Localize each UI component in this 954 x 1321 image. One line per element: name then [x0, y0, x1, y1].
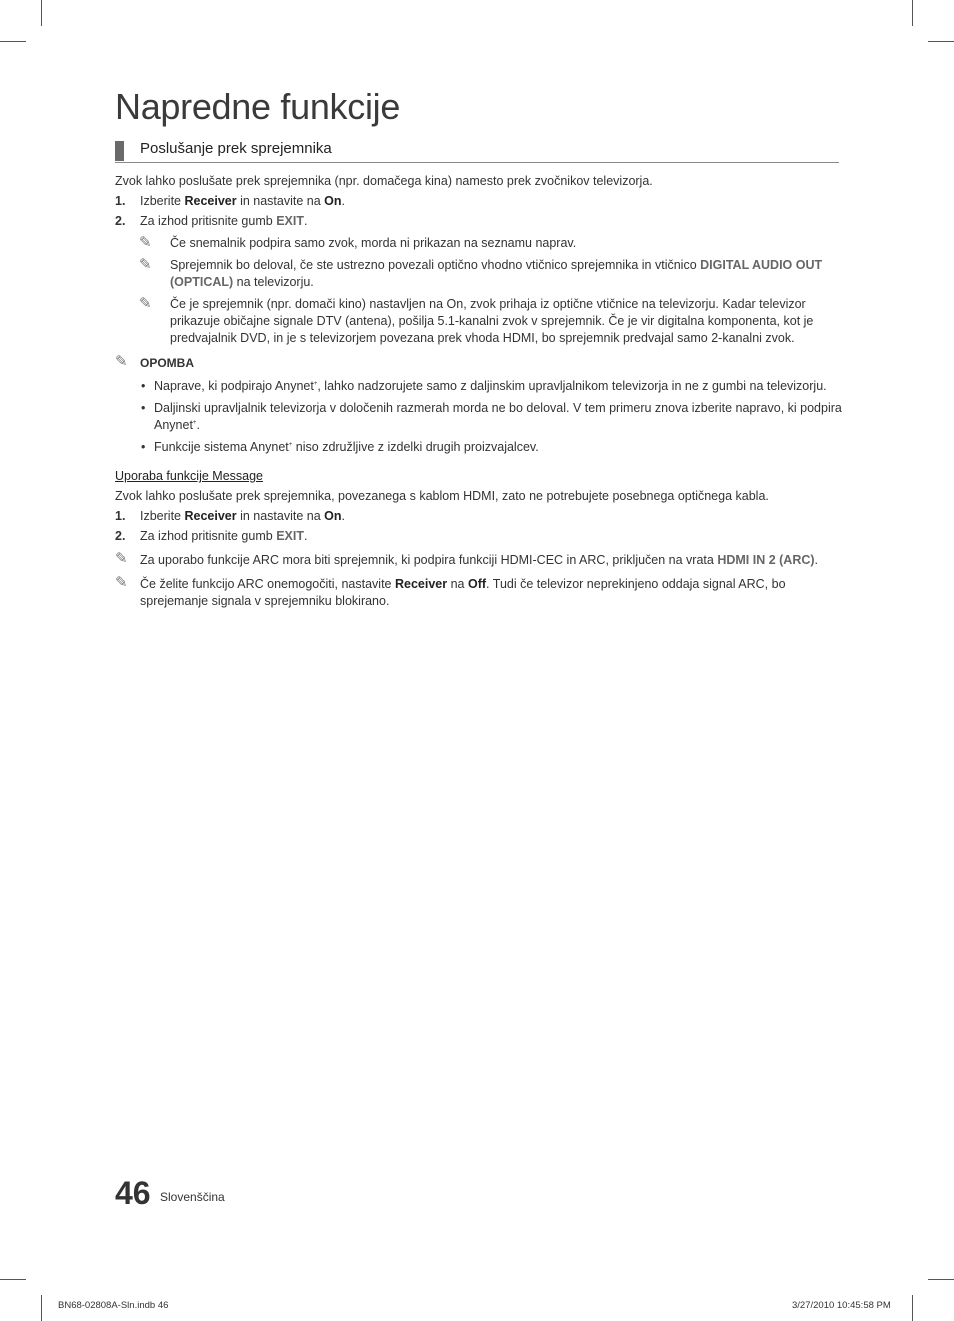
- opomba-block: [115, 355, 843, 456]
- pencil-note-icon: ✎: [139, 295, 152, 312]
- step-text: .: [341, 509, 345, 523]
- intro-paragraph: Zvok lahko poslušate prek sprejemnika (npr. domačega kina) namesto prek zvočnikov televizorja.: [115, 174, 653, 188]
- step-item: [115, 193, 843, 210]
- note-item: [115, 552, 843, 569]
- crop-mark: [0, 1279, 26, 1280]
- note-item: [115, 257, 843, 291]
- page-language: Slovenščina: [160, 1190, 225, 1204]
- crop-mark: [928, 1279, 954, 1280]
- step-text: Izberite: [140, 194, 185, 208]
- bullet-dot-icon: •: [141, 440, 146, 454]
- section-title: Poslušanje prek sprejemnika: [140, 140, 332, 157]
- menu-term: Receiver: [184, 509, 237, 523]
- note-text: . Tudi če televizor neprekinjeno oddaja signal ARC, bo sprejemanje signala v sprejemniku blokirano.: [140, 577, 786, 608]
- pencil-note-icon: ✎: [115, 574, 128, 591]
- list-item: [115, 378, 843, 395]
- intro2-paragraph: Zvok lahko poslušate prek sprejemnika, povezanega s kablom HDMI, zato ne potrebujete posebnega optičnega kabla.: [115, 489, 769, 503]
- bullet-text: Funkcije sistema Anynet: [154, 440, 289, 454]
- menu-term: Receiver: [184, 194, 237, 208]
- step-item: [115, 213, 843, 230]
- port-term: DIGITAL AUDIO OUT (OPTICAL): [170, 258, 823, 289]
- bullet-text: .: [196, 418, 200, 432]
- step-text: .: [303, 214, 308, 228]
- note-item: [115, 296, 843, 347]
- section-marker: [115, 141, 124, 161]
- button-term: EXIT: [276, 214, 304, 228]
- note-item: [115, 235, 843, 252]
- note-text: na televizorju.: [233, 275, 314, 289]
- note-text: Če snemalnik podpira samo zvok, morda ni prikazan na seznamu naprav.: [170, 236, 577, 250]
- bullet-dot-icon: •: [141, 401, 146, 415]
- note-item: [115, 576, 843, 610]
- button-term: EXIT: [276, 529, 304, 543]
- bullet-text: , lahko nadzorujete samo z daljinskim upravljalnikom televizorja in ne z gumbi na televizorju.: [317, 379, 827, 393]
- crop-mark: [41, 1295, 42, 1321]
- step-number: 1.: [115, 509, 126, 523]
- opomba-title: OPOMBA: [140, 356, 194, 370]
- step-text: .: [303, 529, 308, 543]
- bullet-text: niso združljive z izdelki drugih proizvajalcev.: [292, 440, 539, 454]
- note-text: Sprejemnik bo deloval, če ste ustrezno povezali optično vhodno vtičnico sprejemnika in vtičnico: [170, 258, 701, 272]
- step-text: Izberite: [140, 509, 185, 523]
- crop-mark: [912, 0, 913, 26]
- step-number: 2.: [115, 214, 126, 228]
- superscript: +: [288, 441, 293, 448]
- note-text: Če želite funkcijo ARC onemogočiti, nastavite: [140, 577, 395, 591]
- superscript: +: [192, 419, 197, 426]
- step-text: Za izhod pritisnite gumb: [140, 529, 277, 543]
- note-text: .: [814, 553, 819, 567]
- pencil-note-icon: ✎: [139, 256, 152, 273]
- crop-mark: [928, 41, 954, 42]
- page-title: Napredne funkcije: [115, 86, 401, 127]
- list-item: [115, 439, 843, 456]
- pencil-note-icon: ✎: [115, 550, 128, 567]
- menu-term: On: [324, 194, 342, 208]
- bullet-text: Naprave, ki podpirajo Anynet: [154, 379, 314, 393]
- step-text: Za izhod pritisnite gumb: [140, 214, 277, 228]
- menu-term: Receiver: [395, 577, 448, 591]
- note-text: Za uporabo funkcije ARC mora biti sprejemnik, ki podpira funkciji HDMI-CEC in ARC, priključen na vrata: [140, 553, 718, 567]
- bullet-list: [115, 378, 843, 456]
- crop-mark: [41, 0, 42, 26]
- print-slug-date: 3/27/2010 10:45:58 PM: [792, 1300, 891, 1311]
- pencil-note-icon: ✎: [139, 234, 152, 251]
- content-body: [115, 173, 843, 610]
- superscript: +: [313, 380, 318, 387]
- step-number: 2.: [115, 529, 126, 543]
- step-item: [115, 508, 843, 525]
- page-number: 46: [115, 1175, 151, 1211]
- bullet-dot-icon: •: [141, 379, 146, 393]
- step-number: 1.: [115, 194, 126, 208]
- pencil-note-icon: ✎: [115, 353, 128, 370]
- subsection-title: Uporaba funkcije Message: [115, 469, 263, 483]
- note-text: na: [447, 577, 468, 591]
- crop-mark: [0, 41, 26, 42]
- step-text: in nastavite na: [236, 509, 325, 523]
- print-slug-file: BN68-02808A-Sln.indb 46: [58, 1300, 169, 1311]
- note-text: Če je sprejemnik (npr. domači kino) nastavljen na On, zvok prihaja iz optične vtičnice na televizorju. Kadar televizor prikazuje običajne signale DTV (antena), pošilja 5.1-kanalni zvok v sprejemnik. Če je vir digitalna komponenta, kot je predvajalnik DVD, in je s televizorjem povezana prek vhoda HDMI, bo sprejemnik predvajal samo 2-kanalni zvok.: [170, 297, 814, 345]
- step-text: in nastavite na: [236, 194, 325, 208]
- bullet-text: Daljinski upravljalnik televizorja v določenih razmerah morda ne bo deloval. V tem primeru znova izberite napravo, ki podpira Anynet: [154, 401, 842, 432]
- list-item: [115, 400, 843, 434]
- section-header: [115, 140, 839, 163]
- menu-term: On: [324, 509, 342, 523]
- step-item: [115, 528, 843, 545]
- port-term: HDMI IN 2 (ARC): [717, 553, 815, 567]
- step-text: .: [341, 194, 345, 208]
- crop-mark: [912, 1295, 913, 1321]
- menu-term: Off: [467, 577, 487, 591]
